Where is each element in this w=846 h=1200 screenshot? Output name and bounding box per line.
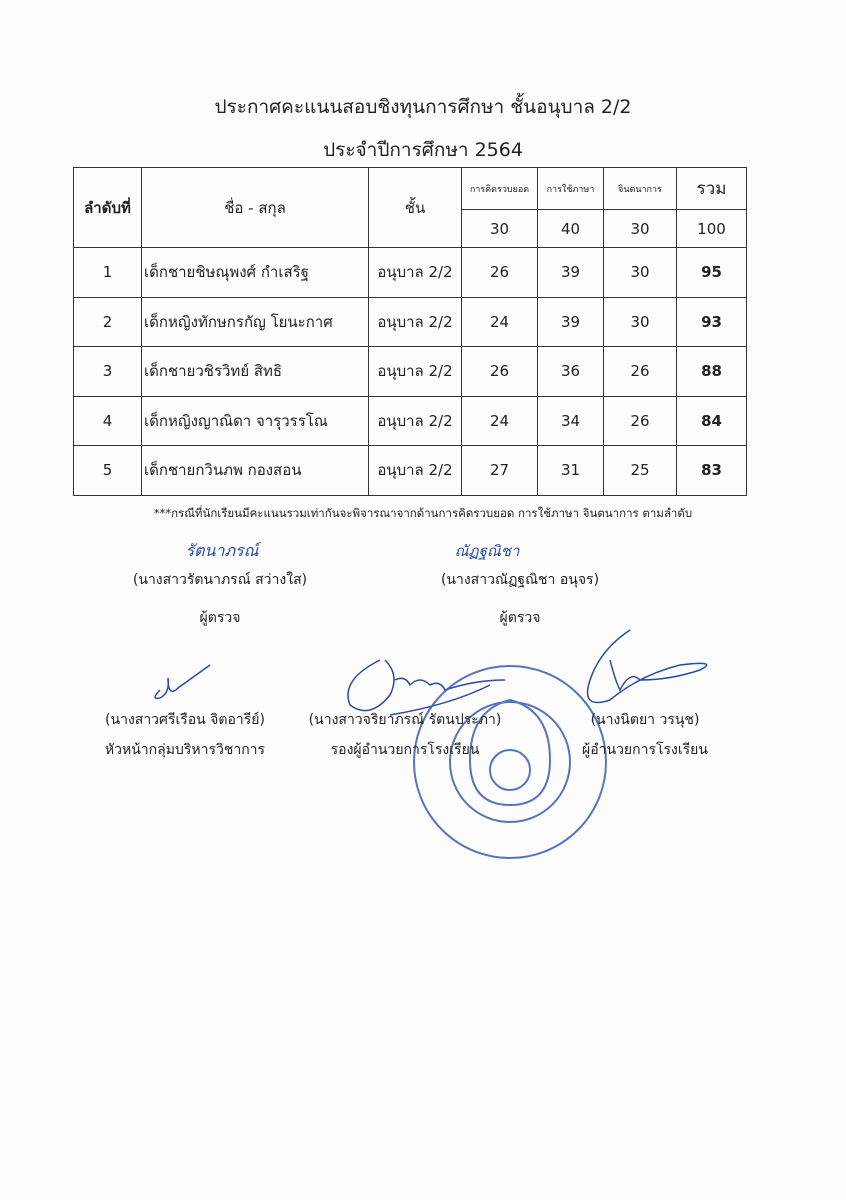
signature-4 — [348, 660, 505, 715]
school-stamp — [414, 666, 606, 858]
cell-name: เด็กหญิงญาณิดา จารุวรรโณ — [142, 396, 369, 446]
cell-thinking: 26 — [462, 248, 538, 298]
cell-language: 31 — [538, 446, 604, 496]
signatory-name: (นางสาวจริยาภรณ์ รัตนประภา) — [308, 712, 502, 728]
cell-total: 88 — [677, 347, 747, 397]
cell-imagination: 30 — [604, 297, 677, 347]
signature-3 — [155, 665, 210, 698]
signature-1: รัตนาภรณ์ — [185, 541, 259, 560]
header-thinking: การคิดรวบยอด — [462, 168, 538, 210]
signatory-3 — [60, 708, 310, 762]
signatory-1 — [100, 568, 340, 630]
cell-rank: 4 — [74, 396, 142, 446]
cell-name: เด็กชายชิษณุพงศ์ กำเสริฐ — [142, 248, 369, 298]
cell-total: 95 — [677, 248, 747, 298]
cell-rank: 5 — [74, 446, 142, 496]
cell-class: อนุบาล 2/2 — [369, 248, 462, 298]
signatory-name: (นางสาวณัฏฐณิชา อนุจร) — [440, 572, 600, 588]
cell-name: เด็กหญิงทักษกรกัญ โยนะกาศ — [142, 297, 369, 347]
cell-rank: 1 — [74, 248, 142, 298]
page-title: ประกาศคะแนนสอบชิงทุนการศึกษา ชั้นอนุบาล 2/2 — [214, 96, 632, 118]
cell-thinking: 24 — [462, 297, 538, 347]
cell-language: 39 — [538, 297, 604, 347]
cell-imagination: 30 — [604, 248, 677, 298]
signatory-role: ผู้ตรวจ — [499, 610, 541, 626]
signatory-name: (นางสาวรัตนาภรณ์ สว่างใส) — [132, 572, 308, 588]
cell-name: เด็กชายกวินภพ กองสอน — [142, 446, 369, 496]
cell-thinking: 26 — [462, 347, 538, 397]
header-rank: ลำดับที่ — [74, 168, 142, 248]
cell-total: 83 — [677, 446, 747, 496]
signature-5 — [588, 630, 707, 703]
max-language: 40 — [538, 210, 604, 248]
header-language: การใช้ภาษา — [538, 168, 604, 210]
cell-rank: 2 — [74, 297, 142, 347]
max-imagination: 30 — [604, 210, 677, 248]
signatory-4 — [290, 708, 520, 762]
cell-total: 93 — [677, 297, 747, 347]
cell-imagination: 25 — [604, 446, 677, 496]
max-total: 100 — [677, 210, 747, 248]
cell-language: 36 — [538, 347, 604, 397]
signature-2: ณัฏฐณิชา — [454, 542, 520, 560]
cell-class: อนุบาล 2/2 — [369, 297, 462, 347]
cell-language: 39 — [538, 248, 604, 298]
max-thinking: 30 — [462, 210, 538, 248]
cell-language: 34 — [538, 396, 604, 446]
header-name: ชื่อ - สกุล — [142, 168, 369, 248]
header-imagination: จินตนาการ — [604, 168, 677, 210]
cell-class: อนุบาล 2/2 — [369, 396, 462, 446]
signatory-role: ผู้อำนวยการโรงเรียน — [582, 742, 708, 758]
cell-imagination: 26 — [604, 347, 677, 397]
cell-rank: 3 — [74, 347, 142, 397]
cell-class: อนุบาล 2/2 — [369, 347, 462, 397]
page-subtitle: ประจำปีการศึกษา 2564 — [323, 139, 523, 161]
signatory-role: รองผู้อำนวยการโรงเรียน — [330, 742, 480, 758]
header-class: ชั้น — [369, 168, 462, 248]
tie-break-note: ***กรณีที่นักเรียนมีคะแนนรวมเท่ากันจะพิจารณาจากด้านการคิดรวบยอด การใช้ภาษา จินตนาการ ตามลำดับ — [153, 506, 693, 520]
signatory-name: (นางนิตยา วรนุช) — [590, 712, 700, 728]
cell-thinking: 24 — [462, 396, 538, 446]
cell-name: เด็กชายวชิรวิทย์ สิทธิ — [142, 347, 369, 397]
signatory-2 — [400, 568, 640, 630]
signatory-5 — [540, 708, 750, 762]
cell-thinking: 27 — [462, 446, 538, 496]
signatory-role: หัวหน้ากลุ่มบริหารวิชาการ — [104, 742, 266, 758]
signatory-role: ผู้ตรวจ — [199, 610, 241, 626]
cell-class: อนุบาล 2/2 — [369, 446, 462, 496]
cell-total: 84 — [677, 396, 747, 446]
cell-imagination: 26 — [604, 396, 677, 446]
signatory-name: (นางสาวศรีเรือน จิตอารีย์) — [105, 712, 265, 728]
header-total: รวม — [677, 168, 747, 210]
